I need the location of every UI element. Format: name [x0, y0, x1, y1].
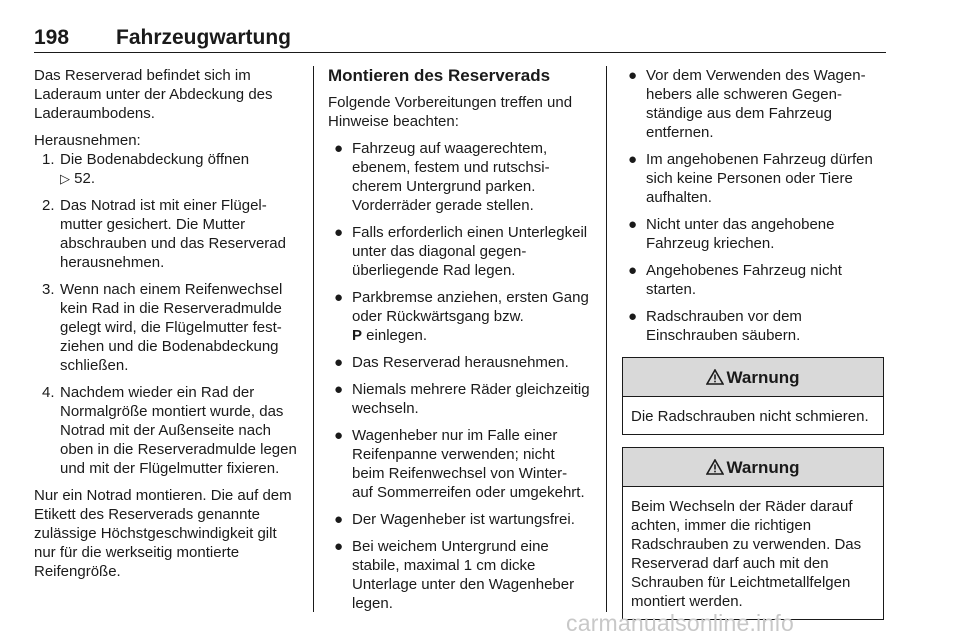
step-text: Die Bodenabdeckung öffnen	[60, 151, 250, 168]
bullet-icon: ●	[334, 140, 344, 157]
warning-body: Die Radschrauben nicht schmieren.	[631, 408, 869, 425]
bullet-text: Bei weichem Untergrund eine stabile, maximal 1 cm dicke Unterlage unter den Wagenheber legen.	[352, 538, 575, 612]
column-1	[34, 66, 299, 589]
step-number: 3.	[42, 281, 55, 298]
intro-paragraph: Das Reserverad befindet sich im Laderaum unter der Abdeckung des Laderaumbodens.	[34, 67, 273, 122]
page-header	[34, 26, 886, 50]
bullet-text: Der Wagenheber ist wartungsfrei.	[352, 511, 575, 528]
list-item	[34, 280, 299, 375]
warning-triangle-icon	[706, 369, 724, 385]
bullet-icon: ●	[334, 511, 344, 528]
warning-body: Beim Wechseln der Räder darauf achten, immer die richtigen Radschrauben zu verwenden. Das Reserverad darf auch mit den Schrauben für Leichtmetallfelgen montiert werden.	[631, 498, 862, 610]
bullet-text-tail: einlegen.	[362, 327, 428, 344]
list-item	[328, 223, 590, 280]
step-text: Nachdem wieder ein Rad der Normalgröße montiert wurde, das Notrad mit der Außenseite nach oben in die Reserveradmulde legen und mit der Flügelmutter fixieren.	[60, 384, 297, 477]
page-reference[interactable]: 52.	[74, 170, 96, 187]
list-item	[622, 150, 884, 207]
list-item	[622, 215, 884, 253]
bullet-icon: ●	[628, 308, 638, 325]
list-item	[622, 66, 884, 142]
column-2	[328, 66, 590, 621]
page-title: Fahrzeugwartung	[116, 26, 292, 49]
bullet-icon: ●	[628, 216, 638, 233]
column-divider-1	[313, 66, 314, 612]
section-intro: Folgende Vorbereitungen treffen und Hinweise beachten:	[328, 94, 573, 130]
list-item	[328, 537, 590, 613]
step-number: 1.	[42, 151, 55, 168]
bullet-icon: ●	[628, 262, 638, 279]
bullet-text: Im angehobenen Fahrzeug dürfen sich keine Personen oder Tiere aufhalten.	[646, 151, 873, 206]
bullet-icon: ●	[334, 427, 344, 444]
bullet-icon: ●	[334, 224, 344, 241]
step-text: Das Notrad ist mit einer Flügelmutter gesichert. Die Mutter abschrauben und das Reserverad herausnehmen.	[60, 197, 286, 271]
list-item	[328, 353, 590, 372]
bullet-icon: ●	[628, 67, 638, 84]
column-3	[622, 66, 884, 630]
bullet-text: Niemals mehrere Räder gleichzeitig wechseln.	[352, 381, 590, 417]
bullet-text: Falls erforderlich einen Unterlegkeil unter das diagonal gegenüberliegende Rad legen.	[352, 224, 588, 279]
warning-title: Warnung	[726, 457, 800, 477]
bullet-icon: ●	[334, 538, 344, 555]
footer-paragraph: Nur ein Notrad montieren. Die auf dem Etikett des Reserverads genannte zulässige Höchstgeschwindigkeit gilt nur für die werkseitig montierte Reifengröße.	[34, 487, 292, 580]
list-item	[622, 261, 884, 299]
list-item	[34, 196, 299, 272]
list-item	[328, 288, 590, 345]
page-number: 198	[34, 26, 70, 49]
bullet-icon: ●	[334, 289, 344, 306]
bullet-text: Radschrauben vor dem Einschrauben säubern.	[646, 308, 802, 344]
bullet-text: Parkbremse anziehen, ersten Gang oder Rückwärtsgang bzw.	[352, 289, 589, 325]
list-item	[328, 426, 590, 502]
bullet-text: Das Reserverad herausnehmen.	[352, 354, 569, 371]
bullet-text: Vor dem Verwenden des Wagenhebers alle schweren Gegenständige aus dem Fahrzeug entfernen.	[646, 67, 866, 141]
safety-list	[622, 66, 884, 345]
bullet-icon: ●	[628, 151, 638, 168]
list-item	[34, 383, 299, 478]
list-item	[328, 380, 590, 418]
list-item	[328, 510, 590, 529]
warning-title: Warnung	[726, 367, 800, 387]
warning-header	[623, 358, 883, 397]
bullet-icon: ●	[334, 381, 344, 398]
steps-heading: Herausnehmen:	[34, 132, 141, 149]
preparation-list	[328, 139, 590, 613]
warning-triangle-icon	[706, 459, 724, 475]
list-item	[34, 150, 299, 188]
section-title: Montieren des Reserverads	[328, 66, 551, 85]
bullet-text: Wagenheber nur im Falle einer Reifenpanne verwenden; nicht beim Reifenwechsel von Winter- auf Sommerreifen oder umgekehrt.	[352, 427, 585, 501]
list-item	[622, 307, 884, 345]
list-item	[328, 139, 590, 215]
header-divider	[34, 52, 886, 53]
warning-header	[623, 448, 883, 487]
arrow-right-icon: ▷	[60, 171, 70, 186]
step-text: Wenn nach einem Reifenwechsel kein Rad in die Reserveradmulde gelegt wird, die Flügelmutter festziehen und die Bodenabdeckung schließen.	[60, 281, 283, 374]
gear-label: P	[352, 327, 363, 344]
step-number: 2.	[42, 197, 55, 214]
watermark: carmanualsonline.info	[566, 610, 794, 636]
column-divider-2	[606, 66, 607, 612]
warning-box	[622, 447, 884, 620]
bullet-text: Nicht unter das angehobene Fahrzeug kriechen.	[646, 216, 835, 252]
warning-box	[622, 357, 884, 435]
bullet-icon: ●	[334, 354, 344, 371]
bullet-text: Fahrzeug auf waagerechtem, ebenem, festem und rutschsicherem Untergrund parken. Vorderräder gerade stellen.	[352, 140, 550, 214]
step-number: 4.	[42, 384, 55, 401]
bullet-text: Angehobenes Fahrzeug nicht starten.	[646, 262, 842, 298]
steps-list	[34, 150, 299, 478]
